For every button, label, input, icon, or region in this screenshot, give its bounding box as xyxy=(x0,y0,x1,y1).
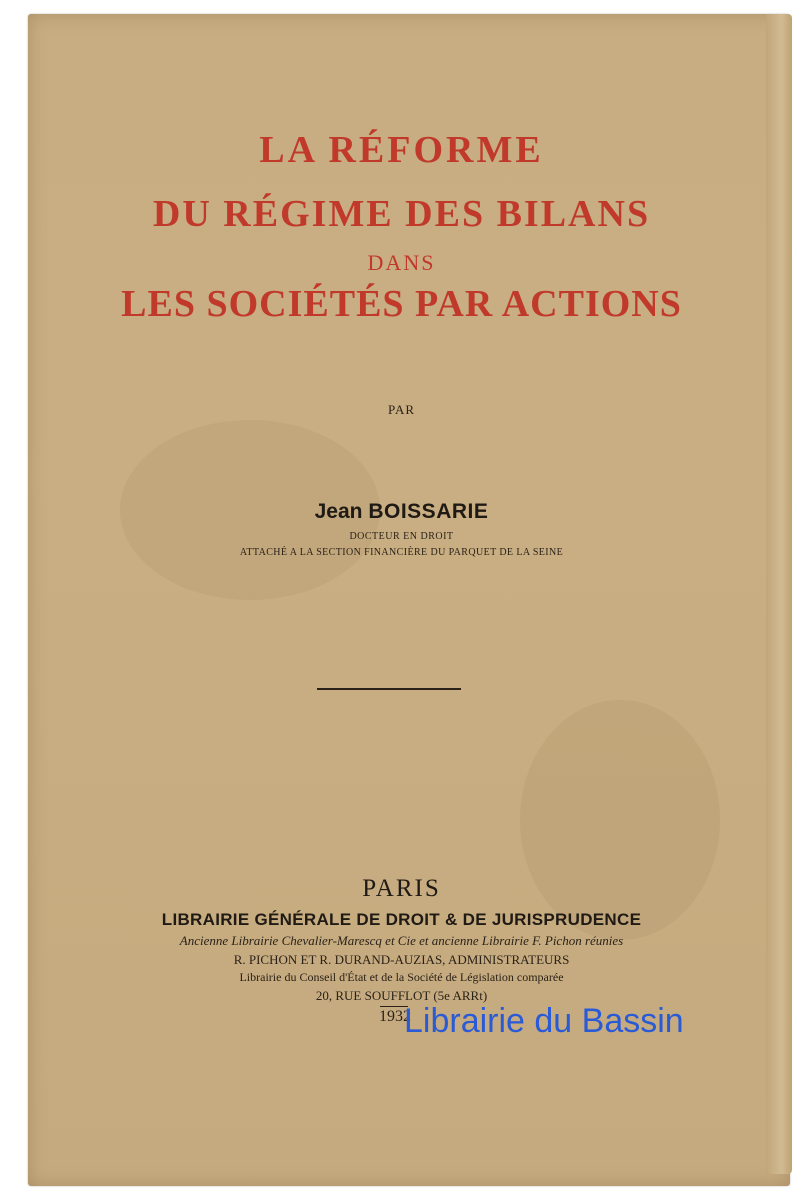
publisher-line-3: Librairie du Conseil d'État et de la Société de Législation comparée xyxy=(239,970,564,984)
author-last-name: BOISSARIE xyxy=(368,500,489,523)
author-credential-2: ATTACHÉ A LA SECTION FINANCIÈRE DU PARQUET DE LA SEINE xyxy=(239,547,564,558)
publisher-line-1: Ancienne Librairie Chevalier-Marescq et Cie et ancienne Librairie F. Pichon réunies xyxy=(179,933,624,948)
publication-year: 1932 xyxy=(379,1008,411,1025)
author-credential-1: DOCTEUR EN DROIT xyxy=(349,531,454,542)
divider-rule xyxy=(317,688,461,690)
author-first-name: Jean xyxy=(314,500,363,523)
publisher-line-4: 20, RUE SOUFFLOT (5e ARRt) xyxy=(315,988,488,1003)
title-line-3: DANS xyxy=(367,250,436,275)
publisher-name: LIBRAIRIE GÉNÉRALE DE DROIT & DE JURISPRUDENCE xyxy=(161,910,642,929)
watermark-text: Librairie du Bassin xyxy=(404,1002,684,1040)
paper-stain xyxy=(520,700,720,940)
author-name xyxy=(0,500,803,524)
city: PARIS xyxy=(362,875,441,902)
title-line-4: LES SOCIÉTÉS PAR ACTIONS xyxy=(121,283,682,325)
by-label: PAR xyxy=(387,402,416,417)
publisher-line-2: R. PICHON ET R. DURAND-AUZIAS, ADMINISTRATEURS xyxy=(233,952,570,967)
title-line-2: DU RÉGIME DES BILANS xyxy=(152,193,651,235)
title-line-1: LA RÉFORME xyxy=(259,129,544,171)
